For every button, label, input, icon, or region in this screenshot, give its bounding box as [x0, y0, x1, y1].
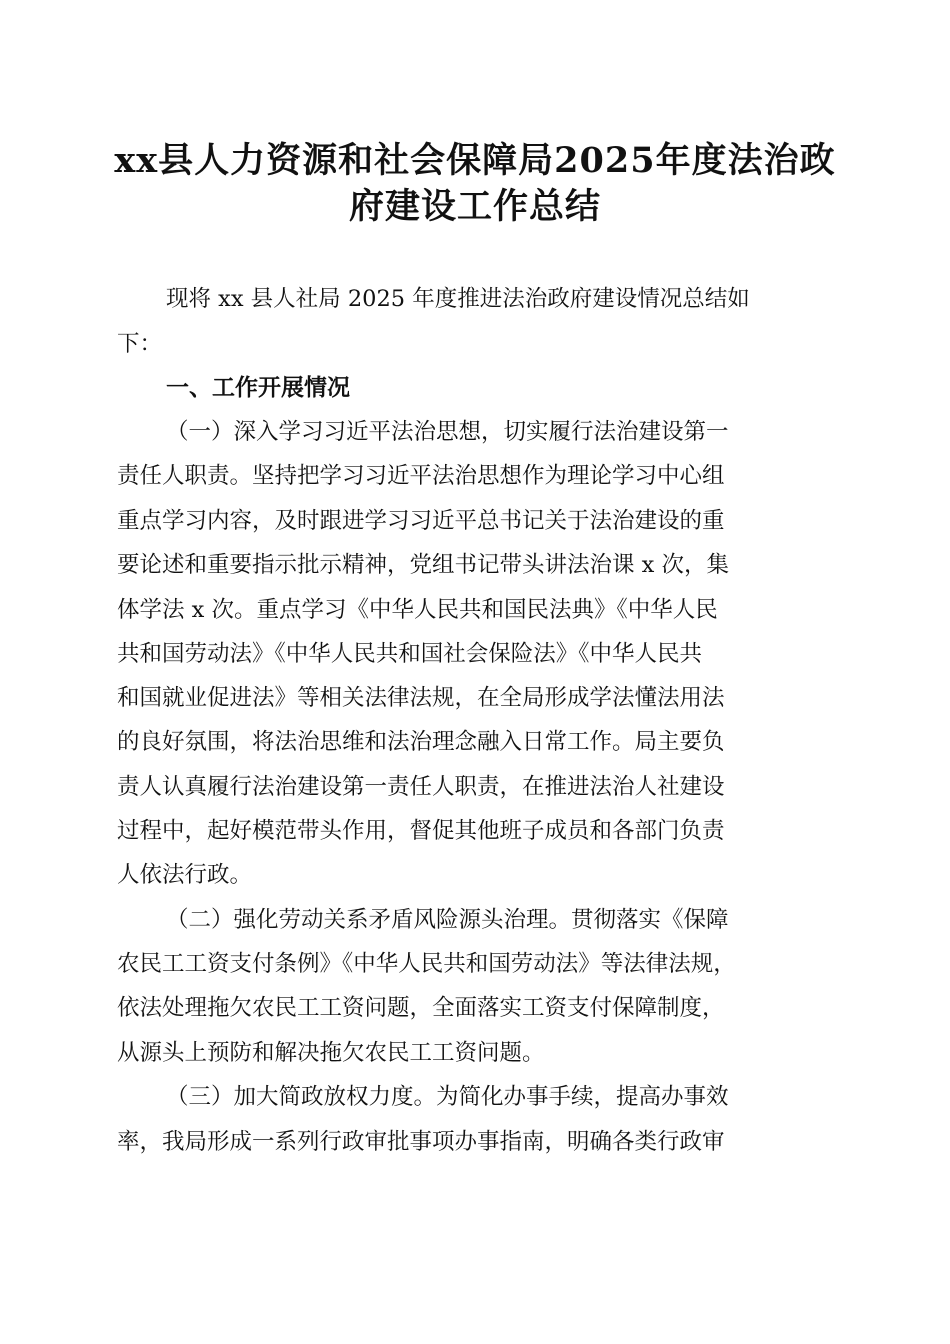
paragraph-line: 的良好氛围，将法治思维和法治理念融入日常工作。局主要负	[117, 729, 725, 755]
paragraph-line: 责任人职责。坚持把学习习近平法治思想作为理论学习中心组	[117, 463, 725, 489]
paragraph-line: （三）加大简政放权力度。为简化办事手续，提高办事效	[166, 1084, 729, 1110]
paragraph-line: 和国就业促进法》等相关法律法规，在全局形成学法懂法用法	[117, 685, 725, 711]
paragraph-line: 共和国劳动法》《中华人民共和国社会保险法》《中华人民共	[117, 641, 703, 667]
paragraph-line: 依法处理拖欠农民工工资问题，全面落实工资支付保障制度，	[117, 995, 725, 1021]
document-title-line-1: xx县人力资源和社会保障局2025年度法治政	[114, 140, 836, 181]
intro-line: 下：	[117, 331, 163, 357]
paragraph-line: 体学法 x 次。重点学习《中华人民共和国民法典》《中华人民	[117, 597, 718, 623]
paragraph-line: 责人认真履行法治建设第一责任人职责，在推进法治人社建设	[117, 774, 725, 800]
paragraph-line: 重点学习内容，及时跟进学习习近平总书记关于法治建设的重	[117, 508, 725, 534]
intro-line: 现将 xx 县人社局 2025 年度推进法治政府建设情况总结如	[166, 286, 750, 312]
paragraph-line: 率，我局形成一系列行政审批事项办事指南，明确各类行政审	[117, 1129, 725, 1155]
paragraph-line: 过程中，起好模范带头作用，督促其他班子成员和各部门负责	[117, 818, 725, 844]
paragraph-line: 农民工工资支付条例》《中华人民共和国劳动法》等法律法规，	[117, 951, 736, 977]
paragraph-line: 人依法行政。	[117, 862, 253, 888]
paragraph-line: （二）强化劳动关系矛盾风险源头治理。贯彻落实《保障	[166, 907, 729, 933]
document-title-line-2: 府建设工作总结	[348, 186, 601, 227]
paragraph-line: 要论述和重要指示批示精神，党组书记带头讲法治课 x 次，集	[117, 552, 729, 578]
section-heading: 一、工作开展情况	[166, 375, 350, 401]
paragraph-line: 从源头上预防和解决拖欠农民工工资问题。	[117, 1040, 545, 1066]
paragraph-line: （一）深入学习习近平法治思想，切实履行法治建设第一	[166, 419, 729, 445]
